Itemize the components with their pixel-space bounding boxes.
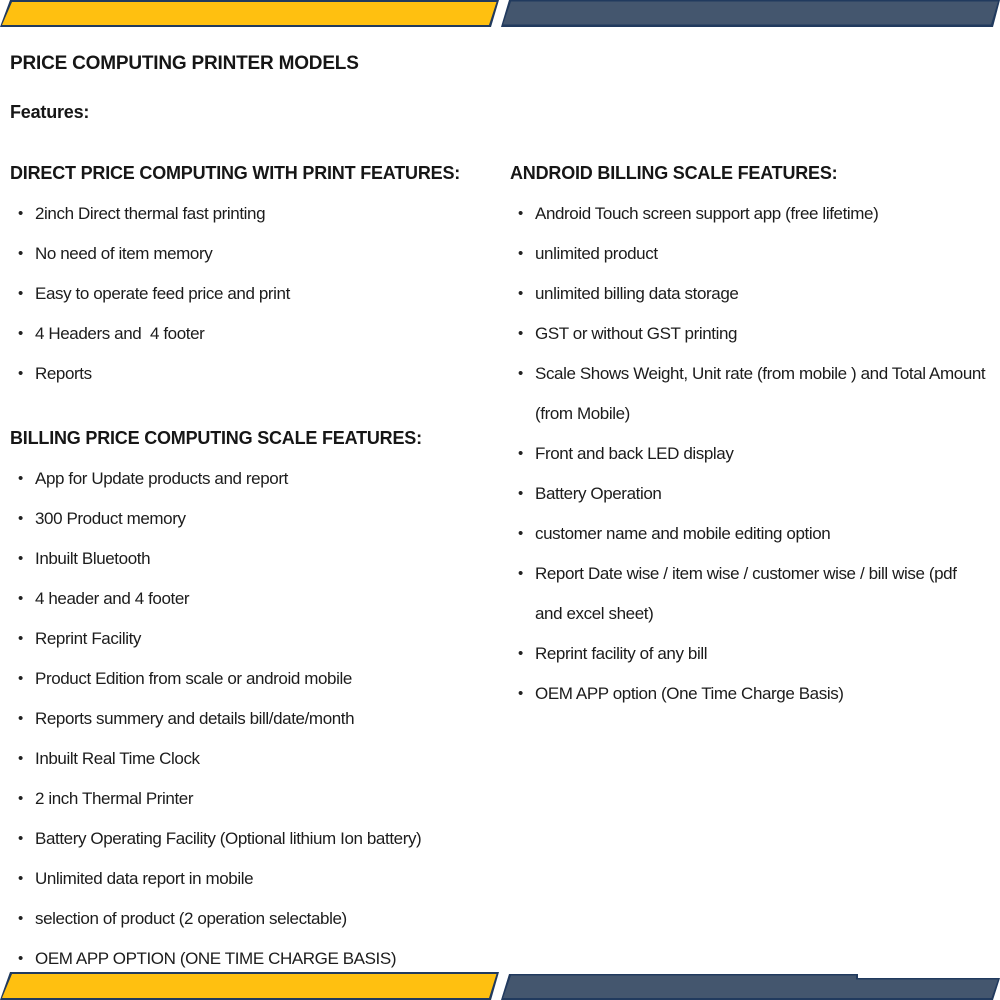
slide-content: [0, 27, 1000, 979]
list-item: [10, 234, 510, 274]
list-item: [10, 699, 510, 739]
bullet-icon: •: [518, 445, 523, 462]
feature-columns: [10, 161, 990, 979]
bullet-icon: •: [518, 285, 523, 302]
bullet-icon: •: [518, 485, 523, 502]
list-item-text: App for Update products and report: [35, 469, 288, 488]
bullet-icon: •: [18, 365, 23, 382]
bullet-icon: •: [18, 510, 23, 527]
bullet-icon: •: [518, 565, 523, 582]
column-right: [510, 161, 990, 714]
list-item: [510, 274, 990, 314]
list-item-text: Reports summery and details bill/date/month: [35, 709, 355, 728]
bullet-icon: •: [18, 630, 23, 647]
bullet-icon: •: [18, 670, 23, 687]
list-item-text: Inbuilt Real Time Clock: [35, 749, 200, 768]
bullet-icon: •: [518, 245, 523, 262]
list-item-text: Report Date wise / item wise / customer wise / bill wise (pdf and excel sheet): [535, 564, 961, 623]
bullet-icon: •: [18, 205, 23, 222]
list-item: [10, 859, 510, 899]
list-item-text: 2 inch Thermal Printer: [35, 789, 194, 808]
list-item-text: Reprint facility of any bill: [535, 644, 708, 663]
list-item-text: unlimited billing data storage: [535, 284, 739, 303]
list-item: [10, 314, 510, 354]
top-bar-yellow-segment: [0, 0, 499, 27]
slide-title: PRICE COMPUTING PRINTER MODELS: [10, 53, 359, 74]
list-item: [10, 899, 510, 939]
bullet-list: [10, 194, 510, 394]
bullet-icon: •: [18, 285, 23, 302]
top-bar-blue-fill: [501, 0, 1000, 27]
list-item-text: Scale Shows Weight, Unit rate (from mobile ) and Total Amount (from Mobile): [535, 364, 990, 423]
features-label: Features:: [10, 102, 90, 122]
bullet-icon: •: [18, 245, 23, 262]
list-item-text: Battery Operating Facility (Optional lithium Ion battery): [35, 829, 422, 848]
list-item: [10, 459, 510, 499]
list-item: [10, 819, 510, 859]
bullet-icon: •: [18, 830, 23, 847]
list-item-text: Unlimited data report in mobile: [35, 869, 254, 888]
list-item: [10, 619, 510, 659]
bullet-icon: •: [18, 750, 23, 767]
bullet-icon: •: [18, 710, 23, 727]
bullet-icon: •: [18, 950, 23, 967]
list-item: [10, 539, 510, 579]
list-item: [10, 659, 510, 699]
section-direct-price-computing: [10, 161, 510, 394]
list-item: [10, 579, 510, 619]
list-item-text: No need of item memory: [35, 244, 213, 263]
list-item: [510, 554, 990, 634]
list-item-text: selection of product (2 operation selectable): [35, 909, 347, 928]
bullet-icon: •: [518, 325, 523, 342]
list-item-text: OEM APP option (One Time Charge Basis): [535, 684, 844, 703]
bullet-list: [510, 194, 990, 714]
list-item: [510, 314, 990, 354]
list-item-text: GST or without GST printing: [535, 324, 738, 343]
list-item: [510, 474, 990, 514]
list-item-text: Front and back LED display: [535, 444, 734, 463]
list-item-text: Reports: [35, 364, 92, 383]
list-item: [10, 274, 510, 314]
bottom-bar-yellow-segment: [0, 972, 499, 1000]
top-bar: [0, 0, 1000, 27]
list-item-text: Product Edition from scale or android mobile: [35, 669, 352, 688]
list-item: [510, 514, 990, 554]
list-item: [10, 194, 510, 234]
bullet-list: [10, 459, 510, 979]
top-bar-blue-segment: [501, 0, 1000, 27]
bottom-bar: [0, 972, 1000, 1000]
bullet-icon: •: [518, 525, 523, 542]
list-item-text: customer name and mobile editing option: [535, 524, 831, 543]
bullet-icon: •: [18, 590, 23, 607]
bottom-bar-blue-segment: [501, 972, 1000, 1000]
bullet-icon: •: [18, 790, 23, 807]
list-item: [510, 434, 990, 474]
bottom-bar-blue-fill: [501, 972, 1000, 1000]
list-item-text: Android Touch screen support app (free lifetime): [535, 204, 879, 223]
list-item-text: Inbuilt Bluetooth: [35, 549, 151, 568]
bullet-icon: •: [18, 910, 23, 927]
list-item-text: 4 header and 4 footer: [35, 589, 190, 608]
bullet-icon: •: [518, 205, 523, 222]
section-heading: DIRECT PRICE COMPUTING WITH PRINT FEATURES:: [10, 163, 461, 183]
list-item-text: 4 Headers and 4 footer: [35, 324, 205, 343]
list-item: [510, 194, 990, 234]
list-item: [10, 739, 510, 779]
bullet-icon: •: [18, 325, 23, 342]
list-item-text: Easy to operate feed price and print: [35, 284, 290, 303]
list-item: [510, 634, 990, 674]
section-heading: BILLING PRICE COMPUTING SCALE FEATURES:: [10, 428, 422, 448]
bullet-icon: •: [18, 550, 23, 567]
list-item: [510, 234, 990, 274]
list-item-text: 300 Product memory: [35, 509, 186, 528]
bullet-icon: •: [18, 470, 23, 487]
list-item-text: 2inch Direct thermal fast printing: [35, 204, 266, 223]
list-item: [510, 354, 990, 434]
bullet-icon: •: [518, 365, 523, 382]
list-item: [10, 779, 510, 819]
bullet-icon: •: [518, 645, 523, 662]
list-item: [10, 499, 510, 539]
top-bar-yellow-fill: [0, 0, 499, 27]
bullet-icon: •: [18, 870, 23, 887]
list-item-text: unlimited product: [535, 244, 658, 263]
bullet-icon: •: [518, 685, 523, 702]
list-item: [510, 674, 990, 714]
list-item: [10, 354, 510, 394]
bottom-bar-yellow-fill: [0, 972, 499, 1000]
list-item-text: Battery Operation: [535, 484, 662, 503]
section-android-billing-scale: [510, 161, 990, 714]
section-heading: ANDROID BILLING SCALE FEATURES:: [510, 163, 838, 183]
list-item-text: Reprint Facility: [35, 629, 142, 648]
list-item-text: OEM APP OPTION (ONE TIME CHARGE BASIS): [35, 949, 397, 968]
column-left: [10, 161, 510, 979]
section-billing-price-computing: [10, 426, 510, 979]
